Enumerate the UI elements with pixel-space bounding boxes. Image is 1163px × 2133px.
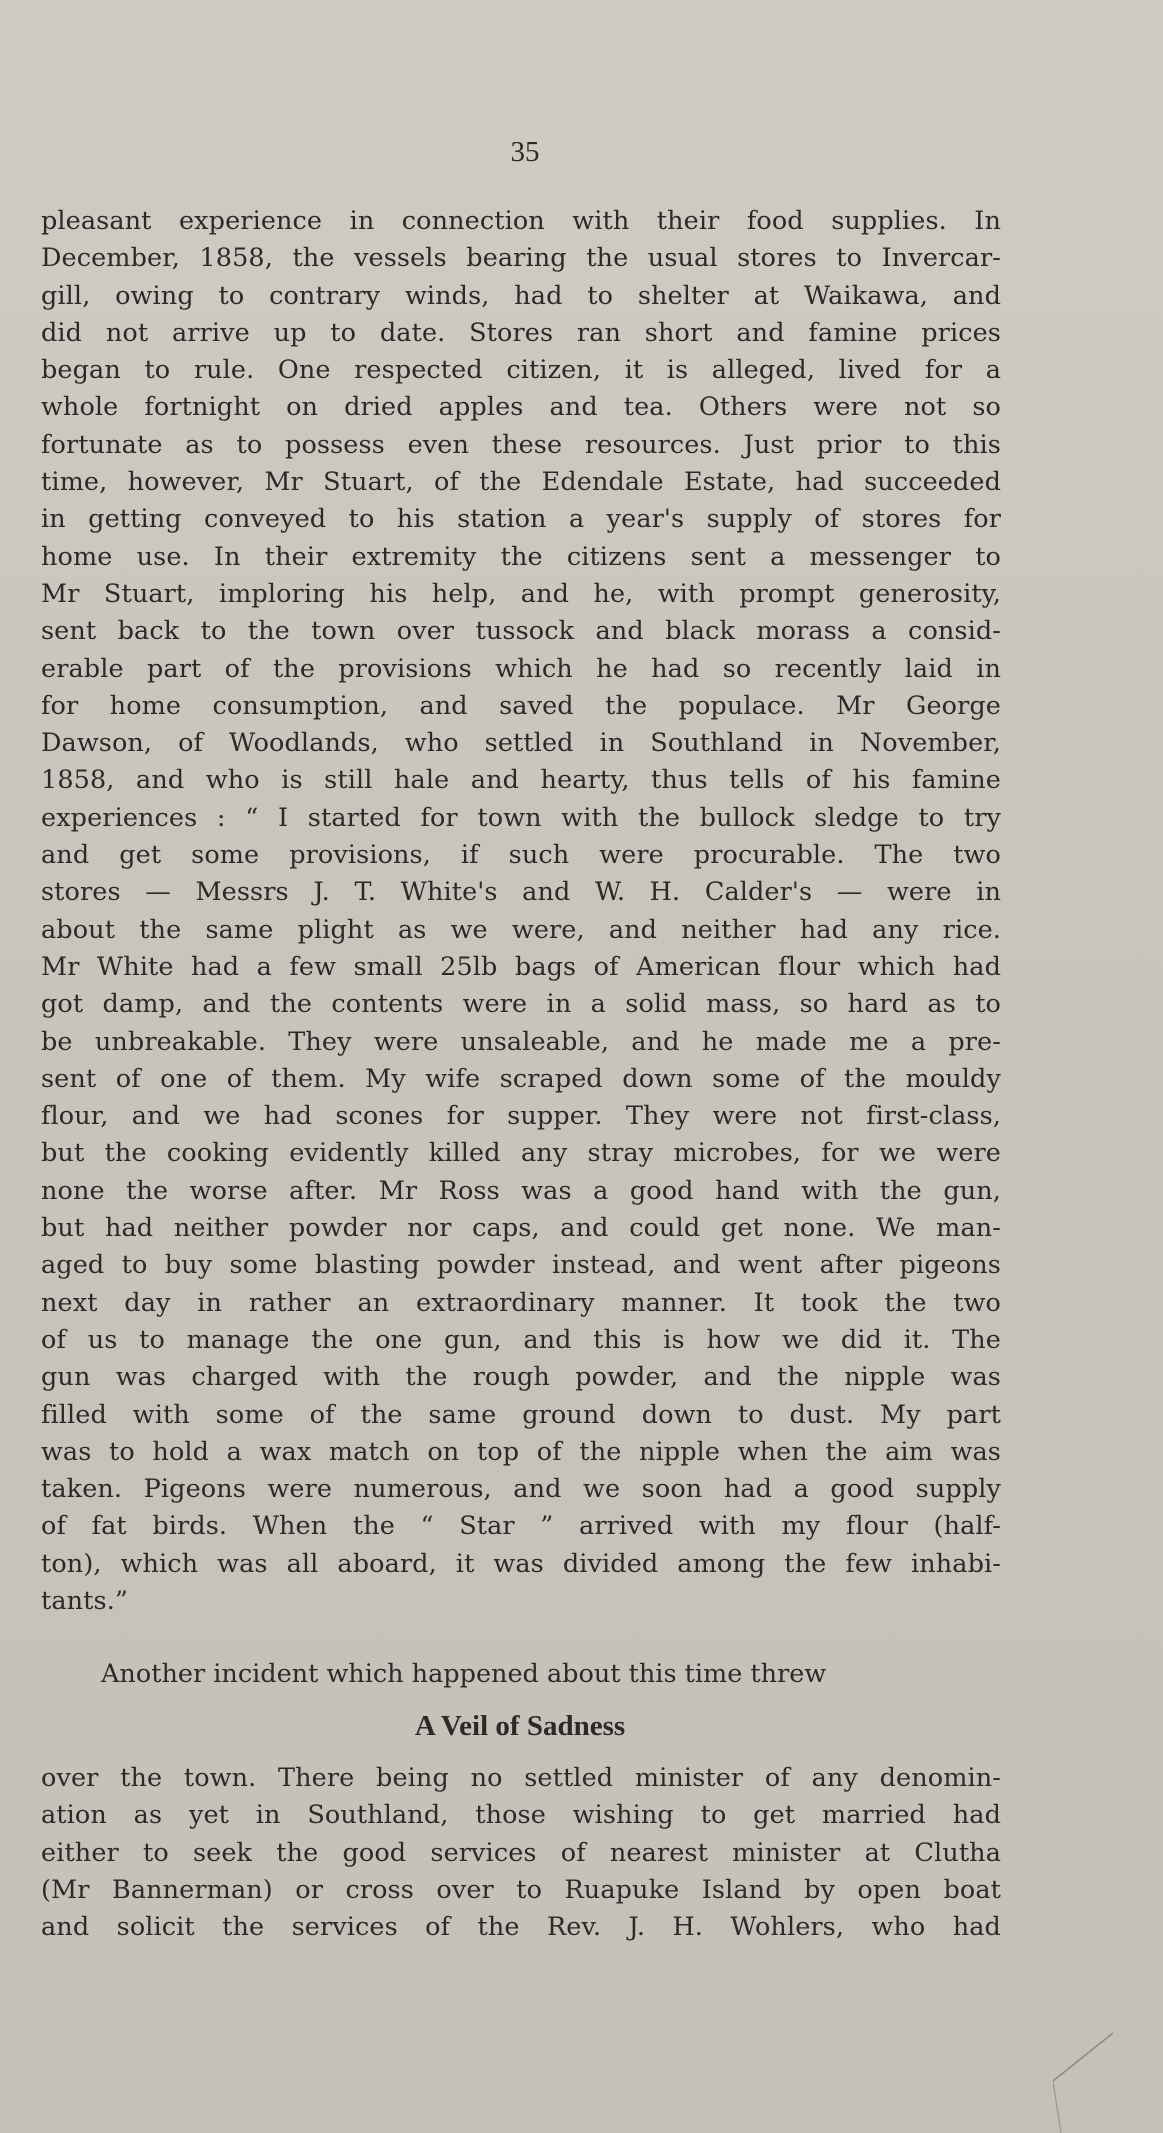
text-line: taken. Pigeons were numerous, and we soon had a good supply	[41, 1474, 1001, 1505]
text-line: over the town. There being no settled minister of any denomin-	[41, 1763, 1001, 1793]
text-line: sent of one of them. My wife scraped down some of the mouldy	[41, 1063, 1001, 1094]
paragraph-3	[41, 1760, 1001, 1946]
text-line: of fat birds. When the “ Star ” arrived with my flour (half-	[41, 1511, 1001, 1542]
text-line: stores — Messrs J. T. White's and W. H. Calder's — were in	[41, 877, 1001, 908]
text-line: but the cooking evidently killed any stray microbes, for we were	[41, 1138, 1001, 1169]
text-line: gun was charged with the rough powder, and the nipple was	[41, 1362, 1001, 1393]
text-line: Dawson, of Woodlands, who settled in Southland in November,	[41, 728, 1001, 759]
text-line: pleasant experience in connection with their food supplies. In	[41, 206, 1001, 236]
text-line: about the same plight as we were, and neither had any rice.	[41, 914, 1001, 945]
text-line: ton), which was all aboard, it was divided among the few inhabi-	[41, 1548, 1001, 1579]
text-line: none the worse after. Mr Ross was a good hand with the gun,	[41, 1175, 1001, 1206]
text-line: of us to manage the one gun, and this is how we did it. The	[41, 1324, 1001, 1355]
text-line: gill, owing to contrary winds, had to shelter at Waikawa, and	[41, 280, 1001, 311]
paragraph-2: Another incident which happened about this time threw	[101, 1659, 827, 1689]
text-line: 1858, and who is still hale and hearty, thus tells of his famine	[41, 765, 1001, 796]
text-line: sent back to the town over tussock and black morass a consid-	[41, 616, 1001, 647]
page-corner-crease	[1053, 2023, 1163, 2133]
text-line: and solicit the services of the Rev. J. H. Wohlers, who had	[41, 1912, 1001, 1943]
text-line: and get some provisions, if such were procurable. The two	[41, 840, 1001, 871]
text-line: ation as yet in Southland, those wishing to get married had	[41, 1800, 1001, 1831]
text-line: began to rule. One respected citizen, it is alleged, lived for a	[41, 355, 1001, 386]
text-line: in getting conveyed to his station a year's supply of stores for	[41, 504, 1001, 535]
text-line: be unbreakable. They were unsaleable, and he made me a pre-	[41, 1026, 1001, 1057]
text-line: erable part of the provisions which he had so recently laid in	[41, 653, 1001, 684]
paragraph-1	[41, 203, 1001, 1620]
text-line: (Mr Bannerman) or cross over to Ruapuke Island by open boat	[41, 1874, 1001, 1905]
text-line: Mr Stuart, imploring his help, and he, with prompt generosity,	[41, 578, 1001, 609]
text-line: Mr White had a few small 25lb bags of American flour which had	[41, 951, 1001, 982]
section-heading: A Veil of Sadness	[414, 1710, 626, 1742]
text-line: time, however, Mr Stuart, of the Edendale Estate, had succeeded	[41, 467, 1001, 498]
page-number: 35	[510, 136, 540, 168]
text-line: filled with some of the same ground down to dust. My part	[41, 1399, 1001, 1430]
text-line: either to seek the good services of nearest minister at Clutha	[41, 1837, 1001, 1868]
text-line: fortunate as to possess even these resources. Just prior to this	[41, 429, 1001, 460]
text-line: did not arrive up to date. Stores ran short and famine prices	[41, 317, 1001, 348]
text-line: experiences : “ I started for town with the bullock sledge to try	[41, 802, 1001, 833]
text-line: next day in rather an extraordinary manner. It took the two	[41, 1287, 1001, 1318]
text-line: tants.”	[41, 1585, 129, 1616]
text-line: home use. In their extremity the citizens sent a messenger to	[41, 541, 1001, 572]
text-line: got damp, and the contents were in a solid mass, so hard as to	[41, 989, 1001, 1020]
text-line: December, 1858, the vessels bearing the usual stores to Invercar-	[41, 243, 1001, 274]
text-line: for home consumption, and saved the populace. Mr George	[41, 690, 1001, 721]
text-line: was to hold a wax match on top of the nipple when the aim was	[41, 1436, 1001, 1467]
text-line: aged to buy some blasting powder instead, and went after pigeons	[41, 1250, 1001, 1281]
text-line: but had neither powder nor caps, and could get none. We man-	[41, 1213, 1001, 1244]
text-line: flour, and we had scones for supper. They were not first-class,	[41, 1101, 1001, 1132]
text-line: whole fortnight on dried apples and tea. Others were not so	[41, 392, 1001, 423]
